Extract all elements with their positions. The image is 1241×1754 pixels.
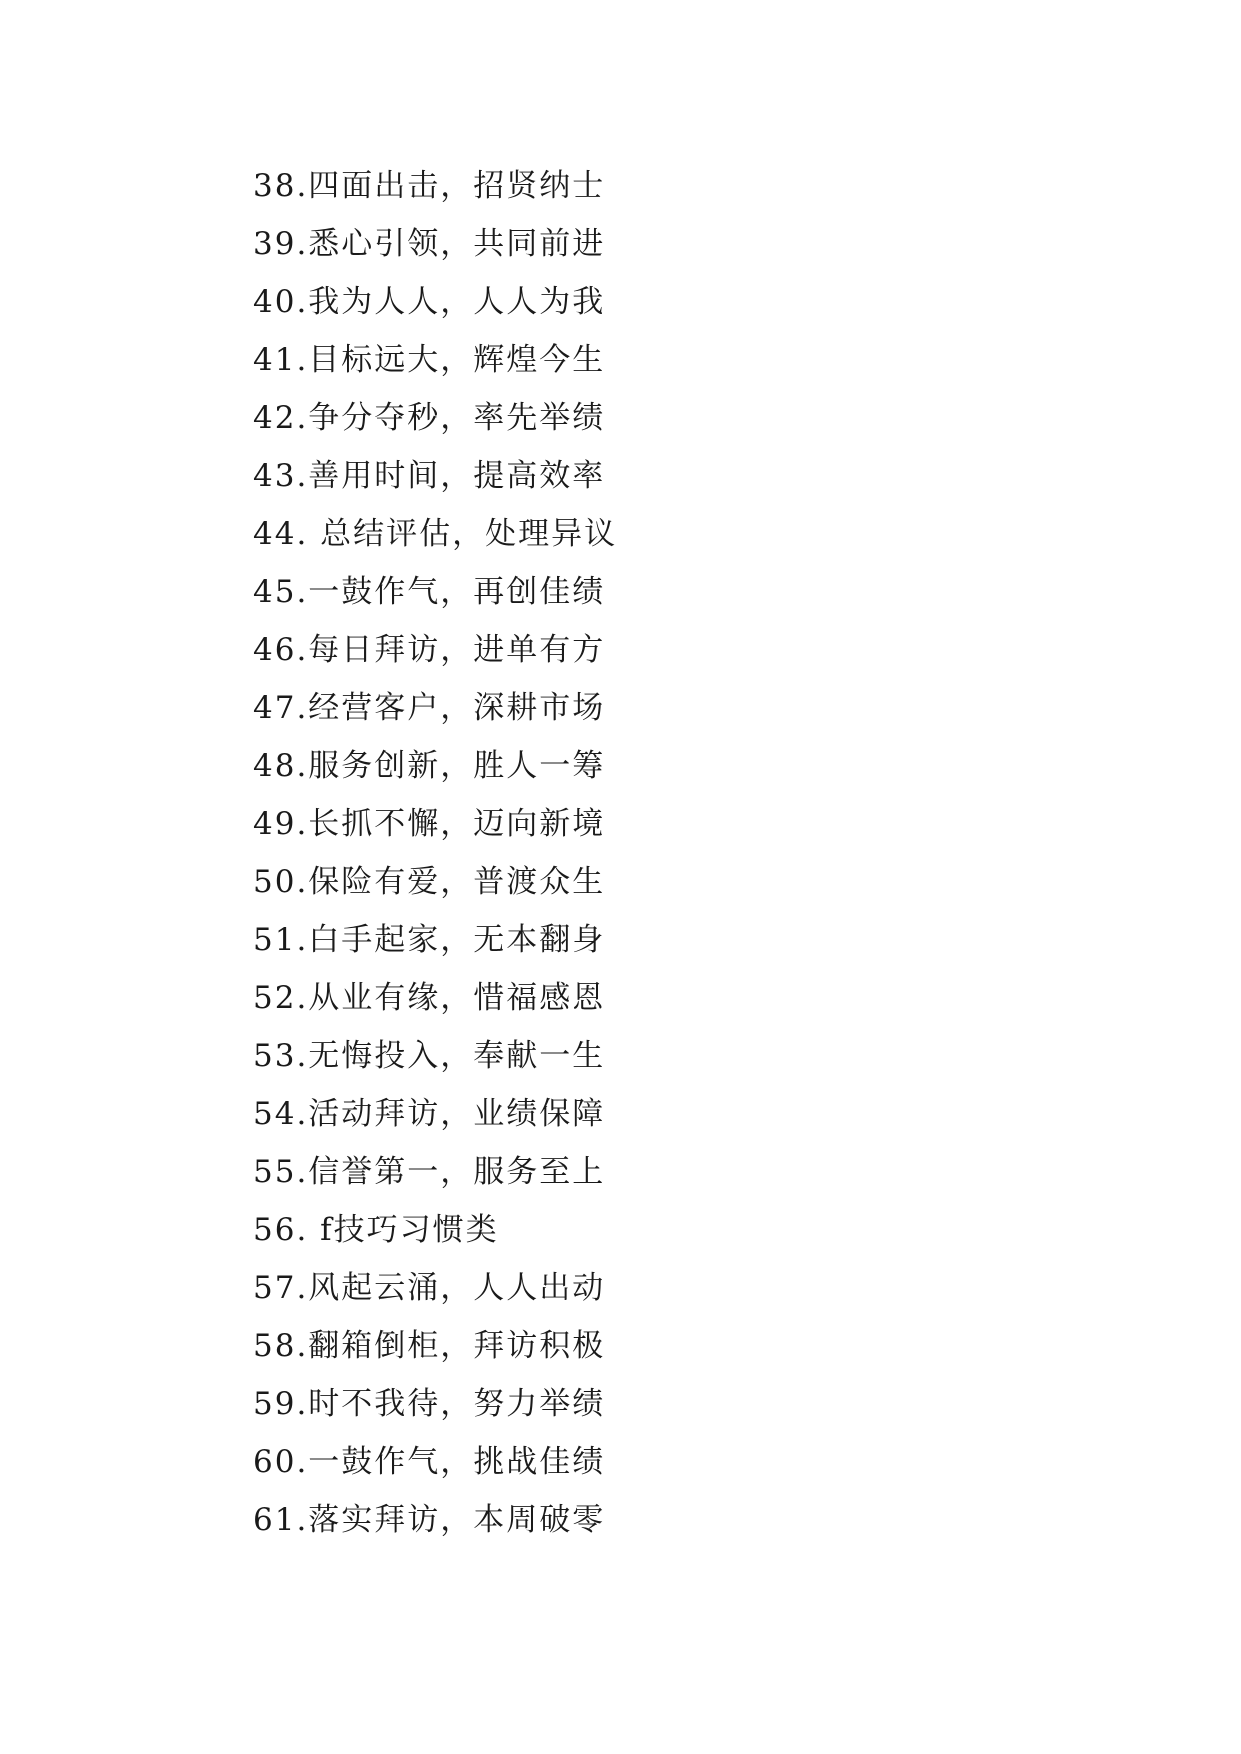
slogan-line: 51.白手起家，无本翻身 — [253, 922, 606, 958]
slogan-line: 50.保险有爱，普渡众生 — [253, 864, 606, 900]
slogan-line: 61.落实拜访，本周破零 — [253, 1502, 606, 1538]
slogan-line: 49.长抓不懈，迈向新境 — [253, 806, 606, 842]
slogan-line: 54.活动拜访，业绩保障 — [253, 1096, 606, 1132]
slogan-line: 56. f技巧习惯类 — [253, 1212, 499, 1248]
slogan-line: 46.每日拜访，进单有方 — [253, 632, 606, 668]
slogan-line: 40.我为人人，人人为我 — [253, 284, 606, 320]
slogan-list — [253, 157, 617, 1549]
slogan-line: 38.四面出击，招贤纳士 — [253, 168, 606, 204]
slogan-line: 44. 总结评估，处理异议 — [253, 516, 618, 552]
slogan-line: 45.一鼓作气，再创佳绩 — [253, 574, 606, 610]
slogan-line: 42.争分夺秒，率先举绩 — [253, 400, 606, 436]
slogan-line: 52.从业有缘，惜福感恩 — [253, 980, 606, 1016]
slogan-line: 47.经营客户，深耕市场 — [253, 690, 606, 726]
slogan-line: 57.风起云涌，人人出动 — [253, 1270, 606, 1306]
slogan-line: 60.一鼓作气，挑战佳绩 — [253, 1444, 606, 1480]
slogan-line: 48.服务创新，胜人一筹 — [253, 748, 606, 784]
slogan-line: 59.时不我待，努力举绩 — [253, 1386, 606, 1422]
slogan-line: 53.无悔投入，奉献一生 — [253, 1038, 606, 1074]
slogan-line: 41.目标远大，辉煌今生 — [253, 342, 606, 378]
slogan-line: 58.翻箱倒柜，拜访积极 — [253, 1328, 606, 1364]
slogan-line: 39.悉心引领，共同前进 — [253, 226, 606, 262]
slogan-line: 55.信誉第一，服务至上 — [253, 1154, 606, 1190]
slogan-line: 43.善用时间，提高效率 — [253, 458, 606, 494]
